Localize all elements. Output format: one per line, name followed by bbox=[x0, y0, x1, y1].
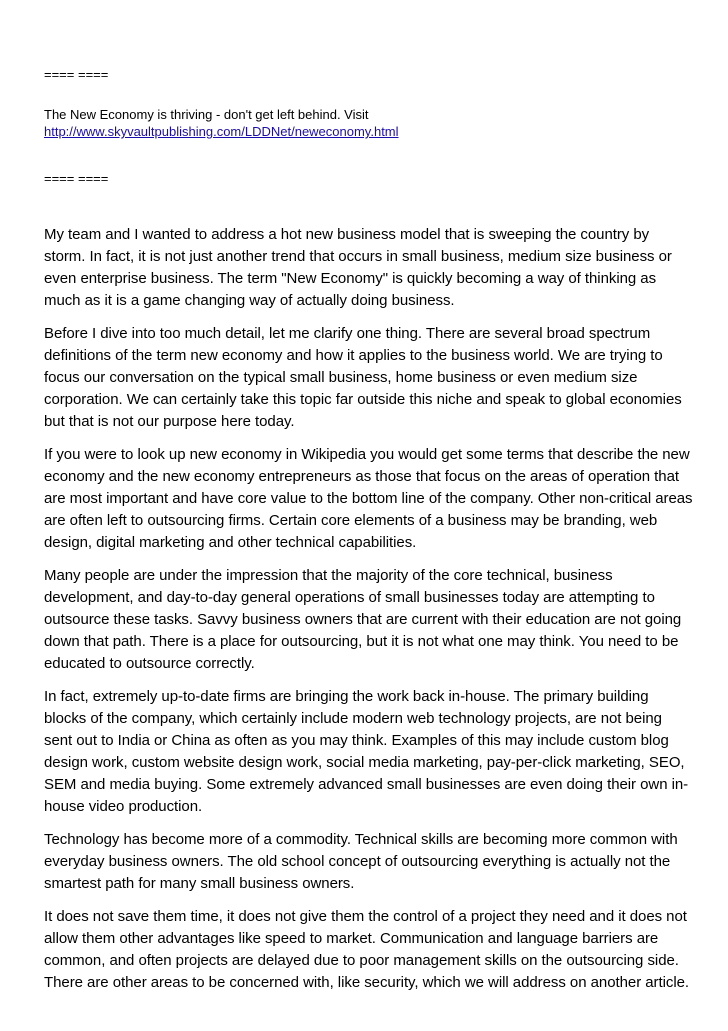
paragraph-1: My team and I wanted to address a hot new business model that is sweeping the country by storm. In fact, it is not just another trend that occurs in small business, medium size business or even enterprise business. The term "New Economy" is quickly becoming a way of thinking as much as it is a game changing way of actually doing business. bbox=[44, 226, 672, 309]
separator-top: ==== ==== bbox=[44, 67, 109, 82]
paragraph-5: In fact, extremely up-to-date firms are bringing the work back in-house. The primary building blocks of the company, which certainly include modern web technology projects, are not being sent out to India or China as often as you may think. Examples of this may include custom blog design work, custom website design work, social media marketing, pay-per-click marketing, SEO, SEM and media buying. Some extremely advanced small businesses are even doing their own in-house video production. bbox=[44, 688, 689, 815]
intro-text: The New Economy is thriving - don't get left behind. Visit bbox=[44, 107, 369, 122]
paragraph-2: Before I dive into too much detail, let me clarify one thing. There are several broad spectrum definitions of the term new economy and how it applies to the business world. We are trying to focus our conversation on the typical small business, home business or even medium size corporation. We can certainly take this topic far outside this niche and speak to global economies but that is not our purpose here today. bbox=[44, 325, 682, 430]
intro-block bbox=[44, 106, 399, 140]
paragraph-6: Technology has become more of a commodity. Technical skills are becoming more common with everyday business owners. The old school concept of outsourcing everything is actually not the smartest path for many small business owners. bbox=[44, 831, 678, 892]
paragraph-4: Many people are under the impression that the majority of the core technical, business development, and day-to-day general operations of small businesses today are attempting to outsource these tasks. Savvy business owners that are current with their education are not going down that path. There is a place for outsourcing, but it is not what one may think. You need to be educated to outsource correctly. bbox=[44, 567, 682, 672]
paragraph-7: It does not save them time, it does not give them the control of a project they need and it does not allow them other advantages like speed to market. Communication and language barriers are common, and often projects are delayed due to poor management skills on the outsourcing side. There are other areas to be concerned with, like security, which we will address on another article. bbox=[44, 908, 690, 991]
article-body bbox=[44, 224, 694, 1005]
separator-bottom: ==== ==== bbox=[44, 171, 109, 186]
paragraph-3: If you were to look up new economy in Wikipedia you would get some terms that describe the new economy and the new economy entrepreneurs as those that focus on the areas of operation that are most important and have core value to the bottom line of the company. Other non-critical areas are often left to outsourcing firms. Certain core elements of a business may be branding, web design, digital marketing and other technical capabilities. bbox=[44, 446, 693, 551]
newsletter-link[interactable]: http://www.skyvaultpublishing.com/LDDNet/neweconomy.html bbox=[44, 124, 399, 139]
